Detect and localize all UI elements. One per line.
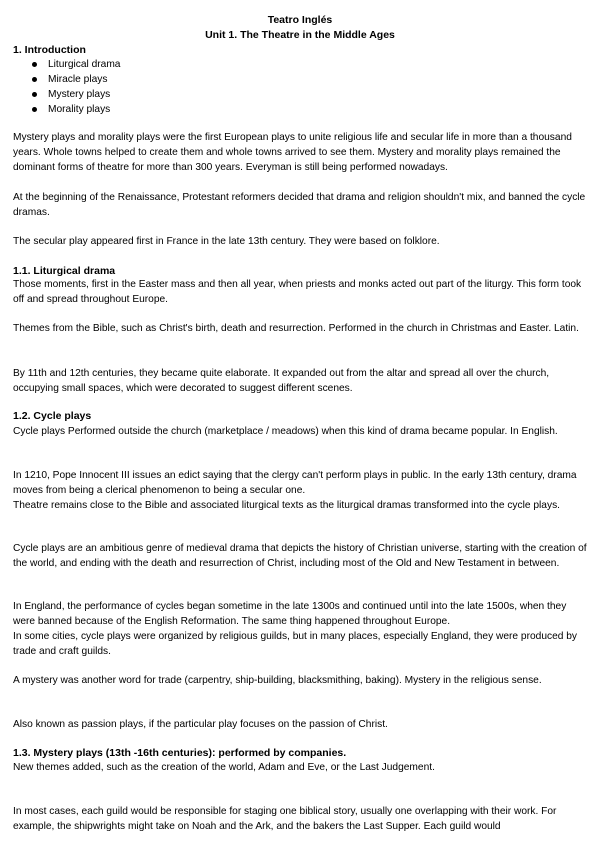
cycle-paragraph-5: A mystery was another word for trade (carpentry, ship-building, blacksmithing, baking). Mystery in the religious sense. [13,675,542,686]
intro-bullet-list [32,57,120,117]
list-item: Morality plays [32,102,120,117]
mystery-paragraph-1: New themes added, such as the creation of the world, Adam and Eve, or the Last Judgement. [13,762,435,773]
liturgical-heading: 1.1. Liturgical drama [13,265,116,277]
cycle-heading: 1.2. Cycle plays [13,410,92,422]
bullet-icon [32,77,37,82]
liturgical-paragraph-2: Themes from the Bible, such as Christ's birth, death and resurrection. Performed in the church in Christmas and Easter. Latin. [13,323,579,334]
cycle-paragraph-4a: In England, the performance of cycles began sometime in the late 1300s and continued until into the late 1500s, when they were banned because of the English Reformation. The same thing happened throughout Europe. [13,601,567,627]
cycle-paragraph-2b: Theatre remains close to the Bible and associated liturgical texts as the liturgical dramas transformed into the cycle plays. [13,500,560,511]
intro-paragraph-1: Mystery plays and morality plays were the first European plays to unite religious life and secular life in more than a thousand years. Whole towns helped to create them and whole towns arrived to see them. Mystery and morality plays remained the dominant forms of theatre for more than 300 years. Everyman is still being performed nowadays. [13,132,572,173]
document-title: Teatro Inglés [267,14,333,26]
intro-heading: 1. Introduction [13,44,86,56]
liturgical-paragraph-1: Those moments, first in the Easter mass and then all year, when priests and monks acted out part of the liturgy. This form took off and spread throughout Europe. [13,279,582,305]
cycle-paragraph-3: Cycle plays are an ambitious genre of medieval drama that depicts the history of Christian universe, starting with the creation of the world, and ending with the death and resurrection of Christ, including most of the Old and New Testament in between. [13,543,587,569]
document-subtitle: Unit 1. The Theatre in the Middle Ages [205,29,395,41]
intro-paragraph-2: At the beginning of the Renaissance, Protestant reformers decided that drama and religion shouldn't mix, and banned the cycle dramas. [13,192,586,218]
bullet-icon [32,92,37,97]
mystery-paragraph-2: In most cases, each guild would be responsible for staging one biblical story, usually one overlapping with their work. For example, the shipwrights might take on Noah and the Ark, and the bakers the Last Supper. Each guild would [13,806,557,832]
list-item: Miracle plays [32,72,120,87]
mystery-heading: 1.3. Mystery plays (13th -16th centuries): performed by companies. [13,747,347,759]
list-item: Mystery plays [32,87,120,102]
bullet-icon [32,107,37,112]
cycle-paragraph-1: Cycle plays Performed outside the church (marketplace / meadows) when this kind of drama became popular. In English. [13,426,558,437]
list-item: Liturgical drama [32,57,120,72]
bullet-icon [32,62,37,67]
intro-paragraph-3: The secular play appeared first in France in the late 13th century. They were based on folklore. [13,236,440,247]
cycle-paragraph-6: Also known as passion plays, if the particular play focuses on the passion of Christ. [13,719,388,730]
cycle-paragraph-4b: In some cities, cycle plays were organized by religious guilds, but in many places, especially England, they were produced by trade and craft guilds. [13,631,578,657]
liturgical-paragraph-3: By 11th and 12th centuries, they became quite elaborate. It expanded out from the altar and spread all over the church, occupying small spaces, which were decorated to suggest different scenes. [13,368,550,394]
cycle-paragraph-2a: In 1210, Pope Innocent III issues an edict saying that the clergy can't perform plays in public. In the early 13th century, drama moves from being a clerical phenomenon to being a secular one. [13,470,577,496]
